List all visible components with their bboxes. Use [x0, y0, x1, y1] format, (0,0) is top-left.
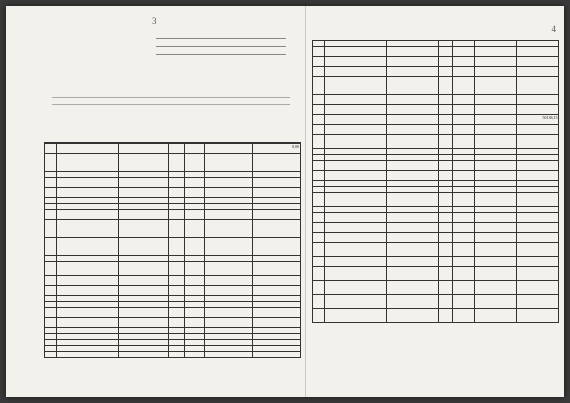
table-cell-cost [475, 95, 517, 105]
table-row [313, 193, 559, 207]
approval-line-2 [156, 40, 286, 47]
table-cell-residual [253, 210, 301, 220]
table-cell-inv [387, 161, 439, 171]
table-cell-residual [517, 105, 559, 115]
table-row [45, 220, 301, 238]
table-cell-cost [475, 125, 517, 135]
table-cell-cost [205, 352, 253, 358]
right-page-number: 4 [551, 24, 556, 34]
table-cell-residual [517, 57, 559, 67]
table-cell-qty [169, 286, 185, 296]
table-cell-year [185, 188, 205, 198]
table-cell-cost [205, 220, 253, 238]
table-cell-year [453, 77, 475, 95]
table-row [45, 210, 301, 220]
table-cell-residual [253, 286, 301, 296]
table-cell-year [185, 352, 205, 358]
table-row [45, 318, 301, 328]
table-cell-year [185, 144, 205, 154]
table-cell-inv [387, 309, 439, 323]
table-row [313, 57, 559, 67]
table-cell-n [45, 220, 57, 238]
table-cell-name [325, 67, 387, 77]
table-cell-year [453, 171, 475, 181]
table-cell-inv [387, 57, 439, 67]
table-row [313, 171, 559, 181]
table-cell-name [325, 295, 387, 309]
table-cell-n [313, 47, 325, 57]
table-cell-inv [387, 125, 439, 135]
table-cell-n [45, 286, 57, 296]
table-cell-cost [475, 171, 517, 181]
table-cell-residual [517, 135, 559, 149]
table-cell-residual [253, 238, 301, 256]
table-cell-residual [517, 257, 559, 267]
table-row [313, 257, 559, 267]
table-cell-cost [205, 188, 253, 198]
table-cell-year [453, 281, 475, 295]
table-cell-year [453, 105, 475, 115]
table-cell-qty [169, 352, 185, 358]
table-cell-n [313, 257, 325, 267]
table-cell-qty [439, 105, 453, 115]
table-cell-cost [205, 262, 253, 276]
table-cell-residual [517, 281, 559, 295]
table-cell-year [453, 213, 475, 223]
table-cell-residual [517, 213, 559, 223]
table-cell-n [313, 267, 325, 281]
table-cell-n [45, 154, 57, 172]
left-page-number: 3 [152, 16, 157, 26]
table-cell-n [45, 210, 57, 220]
table-cell-name [325, 243, 387, 257]
table-cell-inv [119, 178, 169, 188]
table-cell-year [185, 276, 205, 286]
table-cell-cost [475, 243, 517, 257]
table-cell-n [313, 95, 325, 105]
table-cell-year [453, 309, 475, 323]
table-cell-inv [119, 144, 169, 154]
table-row [45, 308, 301, 318]
table-cell-residual [517, 47, 559, 57]
table-cell-name [325, 161, 387, 171]
table-cell-qty [439, 95, 453, 105]
table-cell-year [185, 262, 205, 276]
table-cell-year [453, 135, 475, 149]
table-cell-name [325, 171, 387, 181]
table-cell-year [185, 308, 205, 318]
subtitle-rule-2 [52, 99, 290, 105]
table-cell-n [45, 188, 57, 198]
table-cell-residual [253, 178, 301, 188]
table-cell-name [57, 276, 119, 286]
table-cell-cost [475, 47, 517, 57]
table-cell-year [185, 220, 205, 238]
table-cell-year [453, 125, 475, 135]
table-cell-year [453, 243, 475, 257]
table-cell-residual [517, 243, 559, 257]
table-cell-cost [475, 213, 517, 223]
document-spread [6, 6, 564, 397]
table-cell-cost [475, 257, 517, 267]
table-cell-n [313, 105, 325, 115]
table-row [45, 276, 301, 286]
table-cell-residual [253, 262, 301, 276]
table-cell-name [57, 286, 119, 296]
table-cell-inv [387, 267, 439, 281]
table-cell-n [313, 125, 325, 135]
table-cell-inv [119, 238, 169, 256]
table-cell-name [325, 267, 387, 281]
table-row [313, 233, 559, 243]
table-cell-cost [475, 267, 517, 281]
table-cell-n [313, 213, 325, 223]
table-cell-n [313, 77, 325, 95]
table-body-right [313, 41, 559, 323]
table-cell-qty [439, 213, 453, 223]
table-cell-residual [253, 220, 301, 238]
table-cell-name [325, 95, 387, 105]
table-cell-cost [205, 210, 253, 220]
table-cell-inv [119, 220, 169, 238]
table-cell-year [185, 178, 205, 188]
table-cell-n [313, 233, 325, 243]
table-cell-name [325, 233, 387, 243]
table-row [313, 95, 559, 105]
table-cell-residual [253, 276, 301, 286]
table-cell-name [57, 318, 119, 328]
table-cell-residual [253, 188, 301, 198]
table-cell-year [453, 67, 475, 77]
table-cell-cost [475, 115, 517, 125]
table-cell-cost [475, 223, 517, 233]
table-cell-name [325, 77, 387, 95]
table-cell-year [453, 57, 475, 67]
inventory-table-left [44, 142, 301, 358]
table-cell-year [185, 238, 205, 256]
table-cell-n [45, 352, 57, 358]
table-row [313, 223, 559, 233]
table-row [45, 352, 301, 358]
table-cell-name [325, 115, 387, 125]
table-cell-qty [169, 276, 185, 286]
table-cell-inv [387, 115, 439, 125]
table-cell-cost [475, 135, 517, 149]
table-row [313, 125, 559, 135]
table-cell-residual [517, 77, 559, 95]
table-cell-residual [253, 154, 301, 172]
left-page [6, 6, 306, 397]
table-cell-qty [169, 210, 185, 220]
table-cell-name [325, 257, 387, 267]
table-cell-n [313, 309, 325, 323]
table-cell-cost [205, 144, 253, 154]
table-cell-year [453, 233, 475, 243]
table-cell-qty [439, 135, 453, 149]
table-cell-qty [439, 257, 453, 267]
table-cell-cost [475, 281, 517, 295]
table-cell-inv [387, 193, 439, 207]
table-cell-name [325, 223, 387, 233]
table-cell-name [325, 309, 387, 323]
table-cell-name [325, 135, 387, 149]
table-row [313, 135, 559, 149]
table-cell-residual [517, 295, 559, 309]
table-cell-inv [119, 318, 169, 328]
table-cell-qty [439, 233, 453, 243]
approval-block [146, 32, 296, 56]
table-cell-cost [475, 77, 517, 95]
table-cell-n [313, 161, 325, 171]
table-cell-qty [439, 295, 453, 309]
table-cell-inv [119, 188, 169, 198]
table-cell-n [313, 171, 325, 181]
table-cell-inv [387, 281, 439, 295]
table-cell-qty [169, 220, 185, 238]
table-cell-n [45, 308, 57, 318]
table-cell-qty [439, 57, 453, 67]
table-row [313, 281, 559, 295]
table-cell-n [45, 262, 57, 276]
approval-line-1 [156, 32, 286, 39]
table-cell-inv [387, 77, 439, 95]
table-cell-inv [387, 95, 439, 105]
table-cell-qty [439, 267, 453, 281]
table-cell-cost [475, 161, 517, 171]
table-row [313, 267, 559, 281]
table-cell-name [57, 220, 119, 238]
table-cell-year [453, 161, 475, 171]
table-cell-qty [439, 243, 453, 257]
table-cell-name [57, 238, 119, 256]
table-cell-n [45, 178, 57, 188]
table-row [313, 77, 559, 95]
table-cell-qty [439, 161, 453, 171]
table-cell-residual [517, 309, 559, 323]
table-cell-name [325, 193, 387, 207]
table-cell-residual [517, 171, 559, 181]
table-cell-cost [205, 286, 253, 296]
table-cell-name [57, 352, 119, 358]
subtitle-rule-1 [52, 92, 290, 98]
table-cell-year [453, 47, 475, 57]
table-cell-qty [169, 318, 185, 328]
table-cell-qty [439, 281, 453, 295]
table-row [313, 47, 559, 57]
table-cell-residual: 50138,15 [517, 115, 559, 125]
table-cell-qty [439, 125, 453, 135]
table-row [313, 67, 559, 77]
table-cell-n [313, 67, 325, 77]
table-row [45, 188, 301, 198]
table-cell-residual [253, 352, 301, 358]
table-cell-n [313, 243, 325, 257]
table-cell-inv [119, 286, 169, 296]
table-row [45, 238, 301, 256]
table-cell-n [313, 295, 325, 309]
table-cell-name [57, 262, 119, 276]
table-row [313, 243, 559, 257]
table-cell-n [313, 115, 325, 125]
table-cell-name [57, 154, 119, 172]
table-cell-qty [439, 309, 453, 323]
table-cell-inv [119, 262, 169, 276]
table-cell-inv [387, 295, 439, 309]
table-row [45, 286, 301, 296]
table-cell-qty [169, 188, 185, 198]
approval-line-3 [156, 48, 286, 55]
table-cell-n [313, 57, 325, 67]
table-cell-residual [517, 95, 559, 105]
table-row [313, 309, 559, 323]
table-cell-inv [387, 213, 439, 223]
table-cell-n [313, 193, 325, 207]
table-cell-residual [253, 308, 301, 318]
table-cell-cost [475, 295, 517, 309]
table-cell-n [45, 276, 57, 286]
table-cell-year [453, 295, 475, 309]
table-cell-name [57, 178, 119, 188]
table-body-left [45, 144, 301, 358]
table-cell-cost [205, 178, 253, 188]
table-cell-name [325, 125, 387, 135]
table-cell-residual [517, 267, 559, 281]
table-row [313, 161, 559, 171]
table-cell-year [185, 210, 205, 220]
table-cell-residual [517, 223, 559, 233]
table-cell-residual [517, 161, 559, 171]
table-row [313, 295, 559, 309]
table-cell-residual [517, 193, 559, 207]
table-cell-year [453, 95, 475, 105]
table-cell-inv [119, 276, 169, 286]
table-cell-qty [439, 171, 453, 181]
table-cell-qty [439, 193, 453, 207]
table-cell-cost [475, 309, 517, 323]
table-cell-cost [205, 318, 253, 328]
table-cell-name [57, 144, 119, 154]
table-cell-year [453, 115, 475, 125]
table-row [313, 105, 559, 115]
table-cell-residual [517, 233, 559, 243]
table-cell-inv [387, 233, 439, 243]
table-cell-cost [475, 67, 517, 77]
table-cell-inv [387, 223, 439, 233]
table-cell-qty [439, 223, 453, 233]
table-cell-n [313, 223, 325, 233]
table-cell-inv [387, 243, 439, 257]
table-cell-name [57, 210, 119, 220]
table-cell-cost [205, 154, 253, 172]
table-cell-inv [387, 257, 439, 267]
table-cell-inv [119, 210, 169, 220]
table-cell-inv [119, 352, 169, 358]
list-subtitle [46, 92, 296, 110]
table-cell-n [313, 281, 325, 295]
table-cell-n [45, 238, 57, 256]
table-cell-n [45, 144, 57, 154]
table-cell-residual [253, 318, 301, 328]
table-cell-cost [205, 276, 253, 286]
table-cell-cost [205, 308, 253, 318]
table-cell-qty [169, 154, 185, 172]
table-cell-qty [169, 238, 185, 256]
table-cell-year [453, 223, 475, 233]
table-cell-inv [119, 308, 169, 318]
table-cell-qty [439, 77, 453, 95]
table-cell-qty [169, 262, 185, 276]
table-cell-inv [387, 47, 439, 57]
table-row [45, 154, 301, 172]
table-row [313, 115, 559, 125]
list-title-block [46, 90, 296, 110]
table-row [45, 144, 301, 154]
table-cell-name [325, 281, 387, 295]
table-cell-n [45, 318, 57, 328]
table-cell-qty [439, 115, 453, 125]
table-cell-n [313, 135, 325, 149]
table-cell-inv [387, 67, 439, 77]
table-cell-year [453, 257, 475, 267]
table-cell-year [453, 267, 475, 281]
table-cell-cost [475, 193, 517, 207]
table-cell-cost [475, 57, 517, 67]
table-cell-cost [475, 233, 517, 243]
table-cell-year [185, 286, 205, 296]
right-page [306, 6, 564, 397]
table-cell-residual [517, 67, 559, 77]
table-cell-inv [387, 105, 439, 115]
table-cell-qty [169, 144, 185, 154]
table-cell-cost [205, 238, 253, 256]
table-cell-name [325, 213, 387, 223]
table-cell-year [185, 154, 205, 172]
table-cell-name [325, 47, 387, 57]
table-cell-qty [169, 178, 185, 188]
table-row [313, 213, 559, 223]
table-cell-name [57, 308, 119, 318]
table-cell-name [325, 57, 387, 67]
table-cell-inv [387, 135, 439, 149]
table-cell-year [453, 193, 475, 207]
table-cell-name [325, 105, 387, 115]
table-cell-qty [169, 308, 185, 318]
table-cell-inv [387, 171, 439, 181]
table-cell-year [185, 318, 205, 328]
table-cell-residual: 0,00 [253, 144, 301, 154]
table-row [45, 178, 301, 188]
table-cell-inv [119, 154, 169, 172]
table-cell-name [57, 188, 119, 198]
table-cell-residual [517, 125, 559, 135]
inventory-table-right [312, 40, 559, 323]
table-row [45, 262, 301, 276]
table-cell-qty [439, 67, 453, 77]
table-cell-qty [439, 47, 453, 57]
table-cell-cost [475, 105, 517, 115]
